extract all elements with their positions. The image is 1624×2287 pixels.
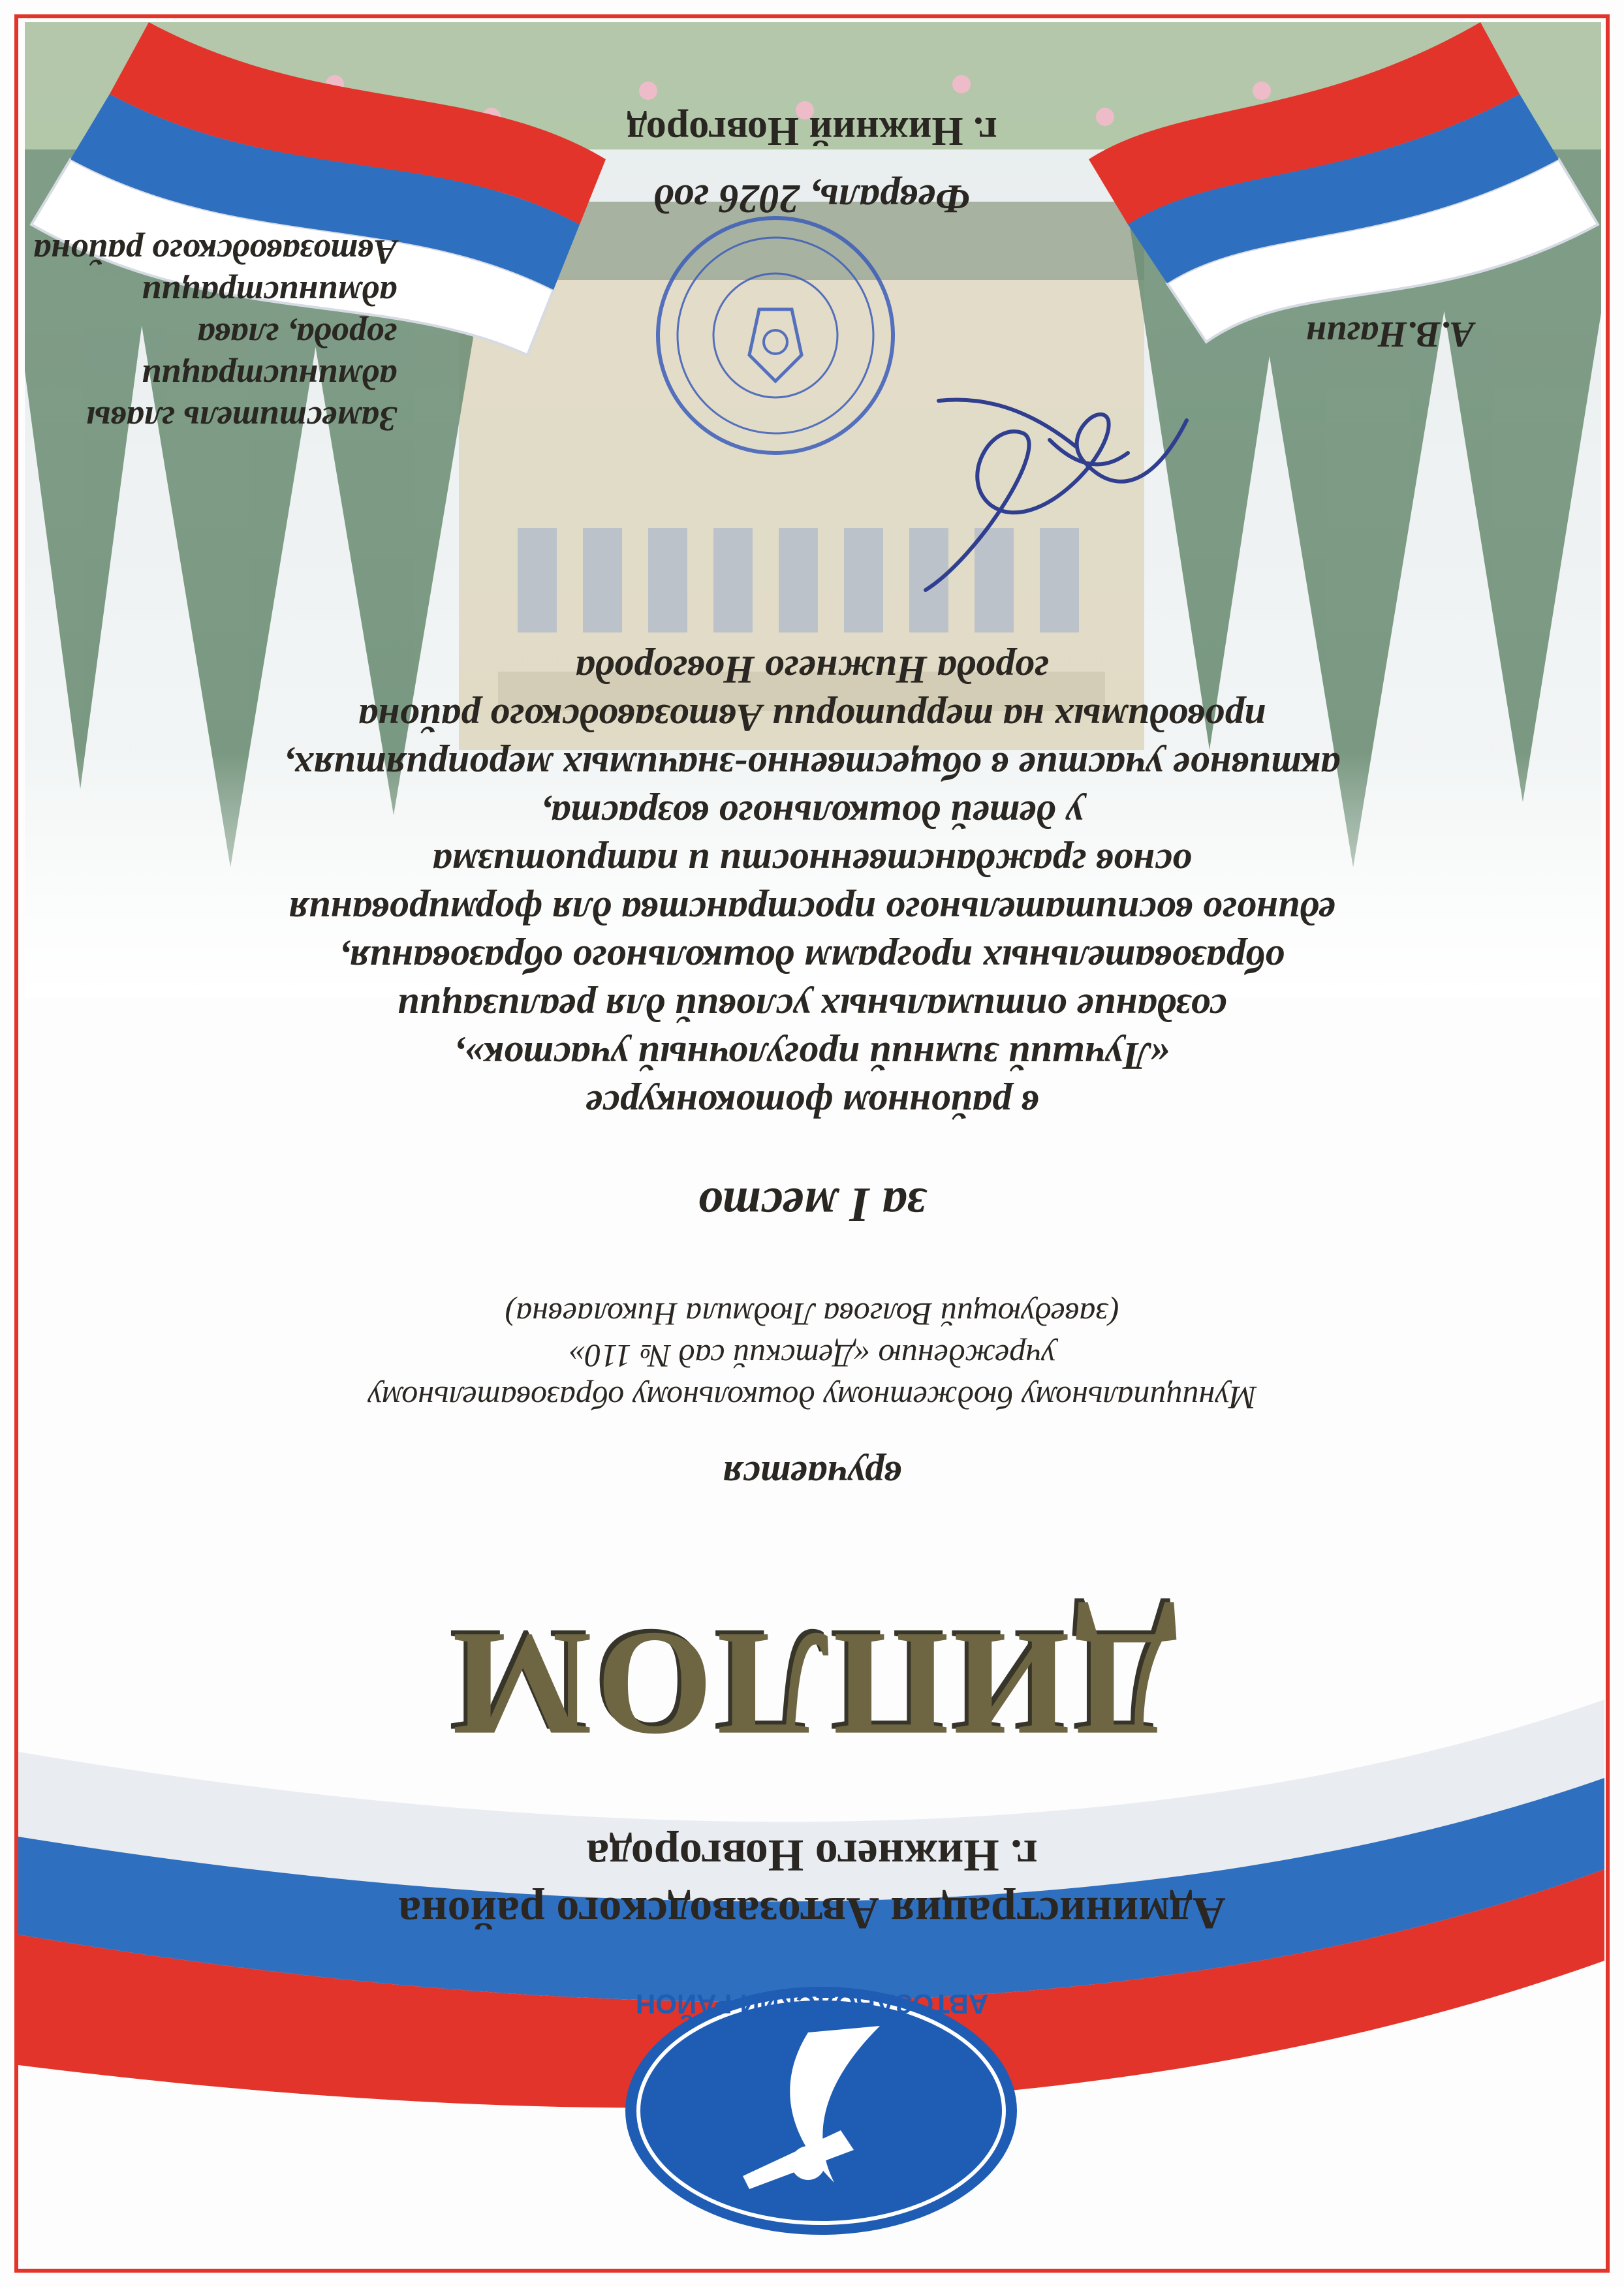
- recipient-line-2: учреждению «Детский сад № 110»: [568, 1338, 1056, 1375]
- place-label: за I место: [698, 1177, 926, 1232]
- contest-line: основ гражданственности и патриотизма: [432, 841, 1192, 884]
- issue-city: г. Нижний Новгород: [627, 109, 997, 153]
- organization-name: [0, 1826, 1624, 1941]
- contest-line: в районном фотоконкурсе: [585, 1083, 1039, 1126]
- signer-position-line: Автозаводского района: [33, 232, 397, 272]
- signer-position: [31, 231, 397, 440]
- signer-name: А.В.Нагин: [1305, 314, 1474, 354]
- contest-line: активное участие в общественно-значимых мероприятиях,: [284, 745, 1340, 788]
- handwritten-signature: [893, 342, 1206, 616]
- contest-line: проводимых на территории Автозаводского района: [358, 696, 1266, 739]
- issue-date: Февраль, 2026 год: [653, 176, 971, 221]
- official-stamp: [651, 211, 899, 459]
- contest-line: единого воспитательного пространства для формирования: [288, 890, 1336, 933]
- recipient-line-3: (заведующий Волгова Людмила Николаевна): [505, 1296, 1119, 1333]
- signer-position-line: Заместитель главы администрации: [86, 358, 397, 439]
- awarded-label: вручается: [722, 1454, 902, 1497]
- recipient-line-1: Муниципальному бюджетному дошкольному образовательному: [367, 1380, 1257, 1416]
- contest-line: создание оптимальных условий для реализации: [397, 986, 1227, 1029]
- organization-line-1: Администрация Автозаводского района: [398, 1888, 1226, 1938]
- skier-emblem-icon: [619, 1980, 1023, 2241]
- recipient: [0, 1294, 1624, 1419]
- contest-line: образовательных программ дошкольного образования,: [339, 938, 1285, 981]
- document-title: ДИПЛОМ: [446, 1602, 1178, 1768]
- signer-position-line: города, глава администрации: [142, 274, 397, 355]
- organization-line-2: г. Нижнего Новгорода: [586, 1830, 1038, 1880]
- contest-description: [0, 646, 1624, 1128]
- emblem-caption: АВТОЗАВОДСКИЙ РАЙОН: [635, 1989, 989, 2019]
- contest-line: у детей дошкольного возраста,: [540, 793, 1084, 836]
- contest-line: города Нижнего Новгорода: [575, 648, 1049, 691]
- contest-line: «Лучший зимний прогулочный участок»,: [454, 1035, 1170, 1078]
